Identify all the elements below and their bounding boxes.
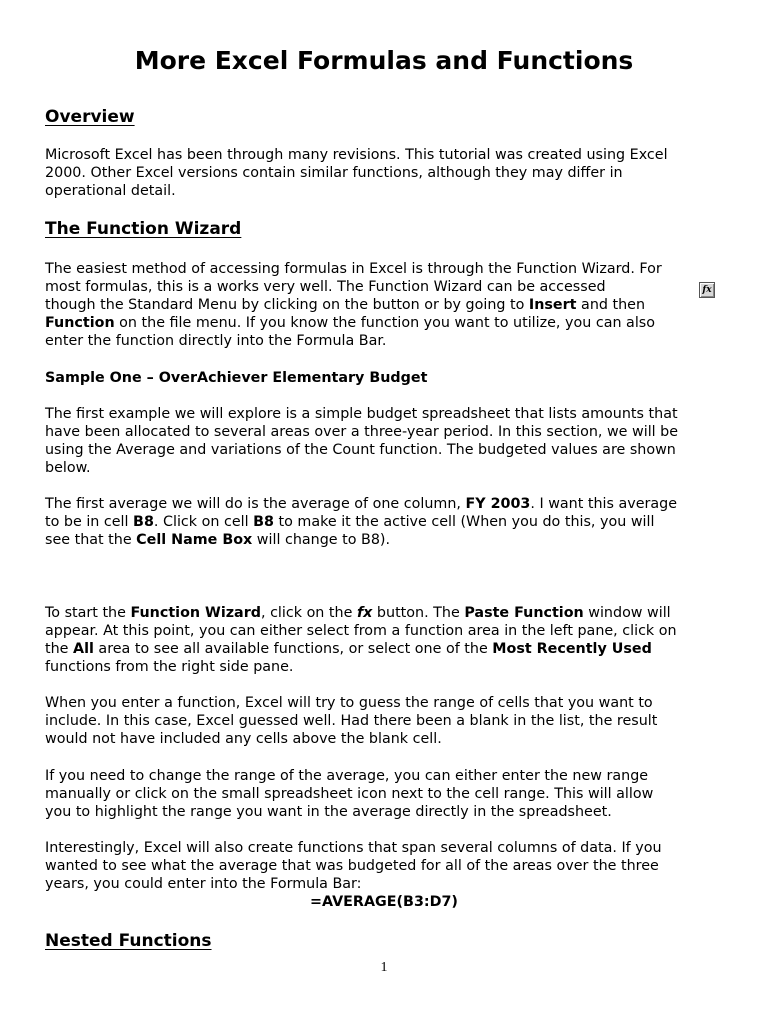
overview-paragraph: [45, 146, 725, 200]
text-line: the All area to see all available functions, or select one of the Most Recently Used: [45, 641, 652, 657]
text-line: wanted to see what the average that was budgeted for all of the areas over the three: [45, 858, 659, 874]
text-line: The first example we will explore is a simple budget spreadsheet that lists amounts that: [45, 406, 678, 422]
text-line: The first average we will do is the average of one column, FY 2003. I want this average: [45, 496, 678, 512]
average-formula: =AVERAGE(B3:D7): [310, 894, 458, 910]
text-line: you to highlight the range you want in the average directly in the spreadsheet.: [45, 804, 612, 820]
text-line: If you need to change the range of the average, you can either enter the new range: [45, 768, 649, 784]
text-line: Function on the file menu. If you know the function you want to utilize, you can also: [45, 315, 655, 331]
function-wizard-paragraph: [45, 260, 725, 350]
document-title: More Excel Formulas and Functions: [134, 46, 634, 75]
text-line: below.: [45, 460, 91, 476]
sample-one-heading: Sample One – OverAchiever Elementary Budget: [45, 370, 428, 386]
text-line: appear. At this point, you can either select from a function area in the left pane, click on: [45, 623, 677, 639]
fx-function-icon: fx: [699, 282, 715, 298]
sample-intro-paragraph: [45, 405, 725, 477]
change-range-paragraph: [45, 767, 725, 821]
text-line: years, you could enter into the Formula Bar:: [45, 876, 362, 892]
text-line: Microsoft Excel has been through many revisions. This tutorial was created using Excel: [45, 147, 668, 163]
text-line: though the Standard Menu by clicking on the button or by going to Insert and then: [45, 297, 646, 313]
text-line: to be in cell B8. Click on cell B8 to make it the active cell (When you do this, you will: [45, 514, 655, 530]
text-line: When you enter a function, Excel will try to guess the range of cells that you want to: [45, 695, 653, 711]
text-line: The easiest method of accessing formulas in Excel is through the Function Wizard. For: [45, 261, 662, 277]
first-average-paragraph: [45, 495, 725, 549]
text-line: manually or click on the small spreadsheet icon next to the cell range. This will allow: [45, 786, 654, 802]
page-number: 1: [380, 960, 388, 975]
text-line: have been allocated to several areas over a three-year period. In this section, we will be: [45, 424, 679, 440]
text-line: enter the function directly into the Formula Bar.: [45, 333, 387, 349]
text-line: see that the Cell Name Box will change to B8).: [45, 532, 391, 548]
text-line: would not have included any cells above the blank cell.: [45, 731, 442, 747]
text-line: most formulas, this is a works very well. The Function Wizard can be accessed: [45, 279, 606, 295]
start-wizard-paragraph: [45, 604, 725, 676]
overview-heading: Overview: [45, 107, 135, 127]
text-line: functions from the right side pane.: [45, 659, 294, 675]
text-line: 2000. Other Excel versions contain similar functions, although they may differ in: [45, 165, 623, 181]
multi-column-paragraph: [45, 839, 725, 893]
range-guess-paragraph: [45, 694, 725, 748]
text-line: Interestingly, Excel will also create functions that span several columns of data. If you: [45, 840, 662, 856]
text-line: using the Average and variations of the Count function. The budgeted values are shown: [45, 442, 676, 458]
function-wizard-heading: The Function Wizard: [45, 219, 242, 239]
text-line: To start the Function Wizard, click on the fx button. The Paste Function window will: [45, 605, 671, 621]
nested-functions-heading: Nested Functions: [45, 931, 212, 951]
text-line: operational detail.: [45, 183, 176, 199]
text-line: include. In this case, Excel guessed well. Had there been a blank in the list, the result: [45, 713, 658, 729]
